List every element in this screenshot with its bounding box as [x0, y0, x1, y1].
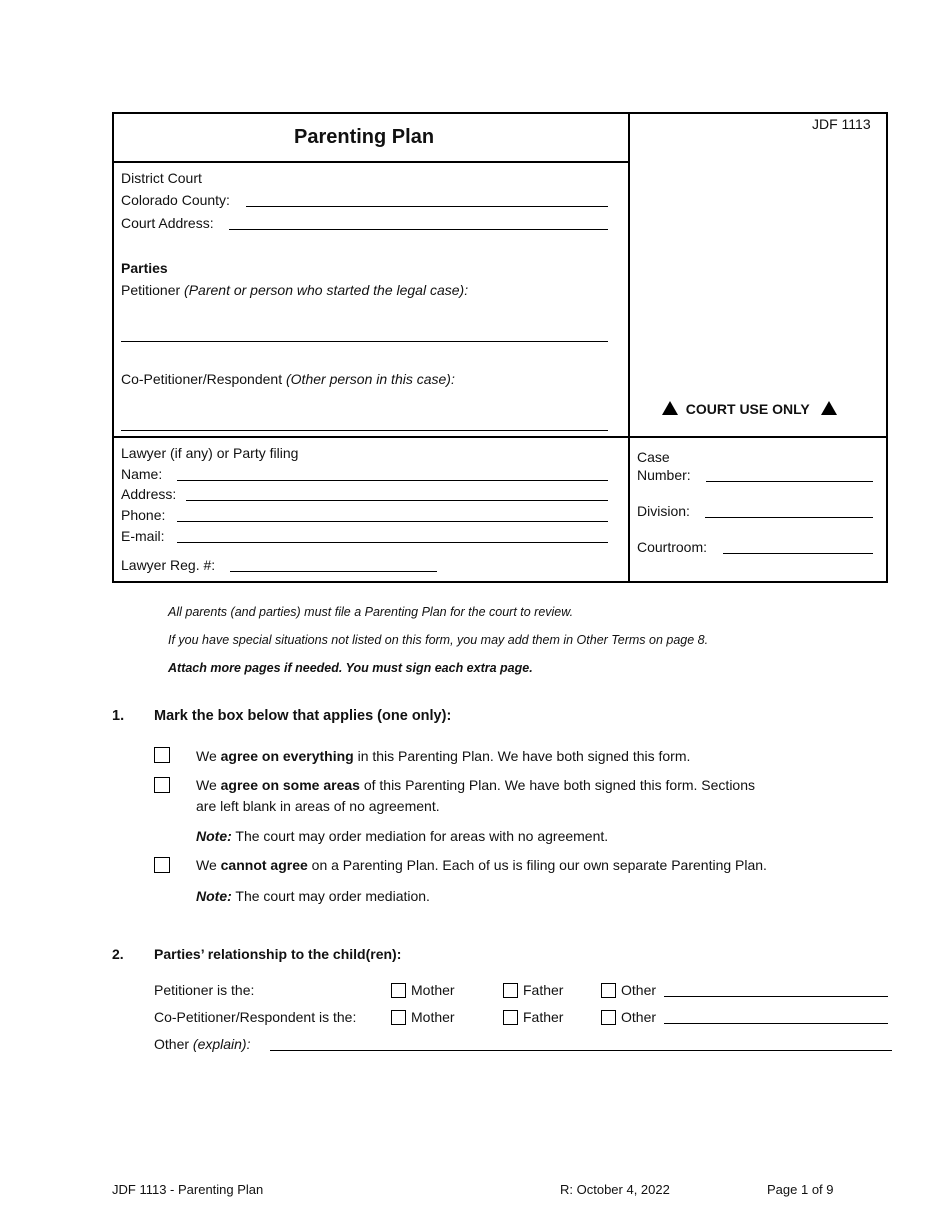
copetitioner-father-checkbox[interactable] [503, 1010, 518, 1025]
copetitioner-other-checkbox[interactable] [601, 1010, 616, 1025]
copetitioner-mother-checkbox[interactable] [391, 1010, 406, 1025]
instruction-1: All parents (and parties) must file a Parenting Plan for the court to review. [168, 605, 574, 619]
petitioner-label: Petitioner (Parent or person who started the legal case): [121, 282, 469, 298]
petitioner-mother-checkbox[interactable] [391, 983, 406, 998]
agree-some-text-line2: are left blank in areas of no agreement. [196, 798, 440, 814]
section-2-number: 2. [112, 946, 124, 962]
county-label: Colorado County: [121, 192, 230, 208]
courtroom-label: Courtroom: [637, 539, 708, 555]
copetitioner-field[interactable] [121, 430, 608, 431]
agree-some-text: We agree on some areas of this Parenting Plan. We have both signed this form. Sections [196, 777, 756, 793]
other-explain-field[interactable] [270, 1050, 892, 1051]
court-address-field[interactable] [229, 229, 608, 230]
section-1-heading: Mark the box below that applies (one only): [154, 708, 452, 724]
lawyer-address-field[interactable] [186, 500, 608, 501]
note-1: Note: The court may order mediation for areas with no agreement. [196, 828, 609, 844]
agree-everything-checkbox[interactable] [154, 747, 170, 763]
lawyer-phone-label: Phone: [121, 507, 166, 523]
copetitioner-other-label: Other [621, 1009, 657, 1025]
petitioner-mother-label: Mother [411, 982, 455, 998]
instruction-2: If you have special situations not listed on this form, you may add them in Other Terms on page 8. [168, 633, 709, 647]
page-title: Parenting Plan [294, 126, 435, 148]
lawyer-reg-field[interactable] [230, 571, 437, 572]
section-1-number: 1. [112, 708, 125, 724]
lawyer-divider [112, 436, 888, 438]
petitioner-relationship-label: Petitioner is the: [154, 982, 255, 998]
parties-heading: Parties [121, 260, 168, 276]
lawyer-email-field[interactable] [177, 542, 608, 543]
courtroom-field[interactable] [723, 553, 873, 554]
other-explain-label: Other (explain): [154, 1036, 251, 1052]
footer-form-name: JDF 1113 - Parenting Plan [112, 1182, 264, 1197]
footer-revision-date: R: October 4, 2022 [560, 1182, 670, 1197]
lawyer-reg-label: Lawyer Reg. #: [121, 557, 216, 573]
petitioner-other-label: Other [621, 982, 657, 998]
petitioner-other-field[interactable] [664, 996, 888, 997]
caption-box [112, 112, 888, 583]
form-id: JDF 1113 [812, 116, 871, 132]
copetitioner-other-field[interactable] [664, 1023, 888, 1024]
lawyer-heading: Lawyer (if any) or Party filing [121, 445, 299, 461]
court-use-only: COURT USE ONLY [662, 401, 837, 417]
lawyer-name-field[interactable] [177, 480, 608, 481]
title-divider [112, 161, 629, 163]
copetitioner-relationship-label: Co-Petitioner/Respondent is the: [154, 1009, 357, 1025]
footer-page-number: Page 1 of 9 [767, 1182, 834, 1197]
petitioner-field[interactable] [121, 341, 608, 342]
court-address-label: Court Address: [121, 215, 214, 231]
triangle-up-icon [662, 401, 678, 415]
petitioner-other-checkbox[interactable] [601, 983, 616, 998]
case-number-field[interactable] [706, 481, 873, 482]
case-number-label: Number: [637, 467, 691, 483]
cannot-agree-checkbox[interactable] [154, 857, 170, 873]
section-2-heading: Parties’ relationship to the child(ren): [154, 946, 402, 962]
division-field[interactable] [705, 517, 873, 518]
copetitioner-mother-label: Mother [411, 1009, 455, 1025]
triangle-up-icon [821, 401, 837, 415]
lawyer-name-label: Name: [121, 466, 163, 482]
district-court-label: District Court [121, 170, 202, 186]
lawyer-phone-field[interactable] [177, 521, 608, 522]
instruction-3: Attach more pages if needed. You must sign each extra page. [168, 661, 533, 675]
copetitioner-label: Co-Petitioner/Respondent (Other person in this case): [121, 371, 455, 387]
agree-everything-text: We agree on everything in this Parenting Plan. We have both signed this form. [196, 748, 691, 764]
lawyer-address-label: Address: [121, 486, 177, 502]
division-label: Division: [637, 503, 690, 519]
petitioner-father-label: Father [523, 982, 564, 998]
caption-vertical-divider [628, 112, 630, 583]
petitioner-father-checkbox[interactable] [503, 983, 518, 998]
county-field[interactable] [246, 206, 608, 207]
copetitioner-father-label: Father [523, 1009, 564, 1025]
note-2: Note: The court may order mediation. [196, 888, 430, 904]
lawyer-email-label: E-mail: [121, 528, 165, 544]
agree-some-checkbox[interactable] [154, 777, 170, 793]
case-label: Case [637, 449, 670, 465]
cannot-agree-text: We cannot agree on a Parenting Plan. Each of us is filing our own separate Parenting Plan. [196, 857, 767, 873]
